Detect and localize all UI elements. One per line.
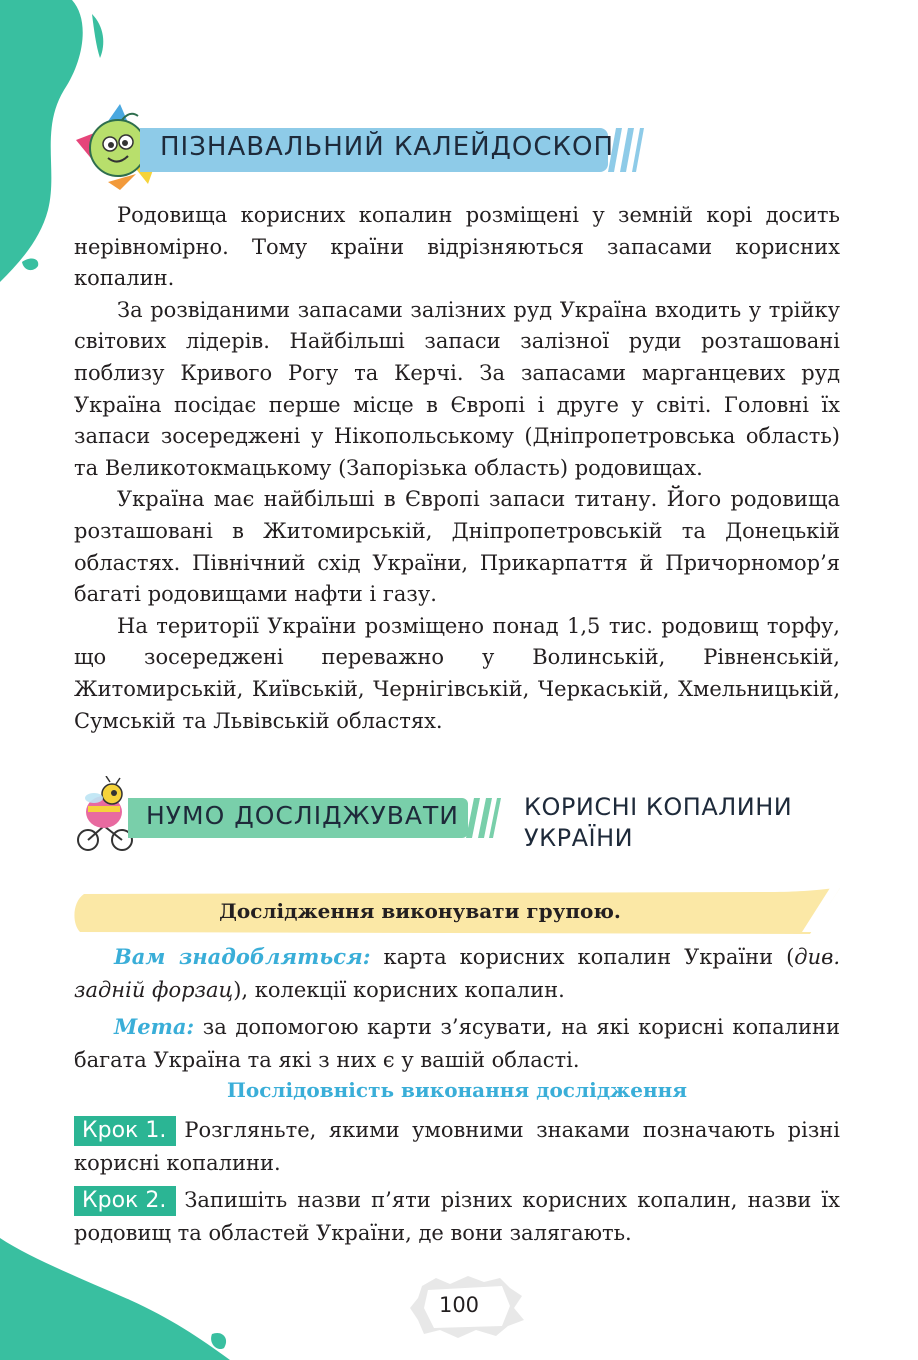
topic-line: УКРАЇНИ <box>524 824 634 852</box>
step-badge: Крок 1. <box>74 1116 176 1146</box>
paragraph: На території України розміщено понад 1,5 тис. родовищ торфу, що зосереджені переважно у Волинській, Рівненській, Житомирській, Київській, Чернігівській, Черкаській, Хмельницькій, Сумській та Львівській областях. <box>74 613 840 733</box>
step-2 <box>74 1184 840 1250</box>
goal-text: за допомогою карти з’ясувати, на які корисні копалини багата Україна та які з них є у вашій області. <box>74 1015 840 1072</box>
main-text <box>74 200 840 737</box>
step-text: Розгляньте, якими умовними знаками позначають різні корисні копалини. <box>74 1118 840 1175</box>
materials-paragraph <box>74 940 840 1007</box>
materials-text-end: ), колекції корисних копалин. <box>233 978 565 1002</box>
kaleidoscope-title: ПІЗНАВАЛЬНИЙ КАЛЕЙДОСКОП <box>160 132 615 162</box>
goal-paragraph <box>74 1010 840 1077</box>
paragraph: Родовища корисних копалин розміщені у земній корі досить нерівномірно. Тому країни відрізняються запасами корисних копалин. <box>74 203 840 291</box>
paragraph: За розвіданими запасами залізних руд Україна входить у трійку світових лідерів. Найбільші запаси залізної руди розташовані поблизу Кривого Рогу та Керчі. За запасами марганцевих руд Україна посідає перше місце в Європі і друге у світі. Головні їх запаси зосереджені у Нікопольському (Дніпропетровська область) та Великотокмацькому (Запорізька область) родовищах. <box>74 297 840 480</box>
group-note: Дослідження виконувати групою. <box>219 899 621 923</box>
step-badge: Крок 2. <box>74 1186 176 1216</box>
banner-stripes-green <box>466 798 504 838</box>
page-number: 100 <box>438 1293 480 1317</box>
materials-text: карта корисних копалин України ( <box>370 945 795 969</box>
sequence-title: Послідовність виконання дослідження <box>227 1078 687 1102</box>
topic-line: КОРИСНІ КОПАЛИНИ <box>524 793 793 821</box>
explore-title: НУМО ДОСЛІДЖУВАТИ <box>146 801 459 830</box>
explore-topic <box>524 792 792 854</box>
page-number-badge <box>410 1276 526 1338</box>
bee-bicycle-icon <box>74 776 136 852</box>
materials-label: Вам знадобляться: <box>114 944 371 969</box>
materials-italic: див. задній форзац <box>74 945 840 1002</box>
step-text: Запишіть назви п’яти різних корисних копалин, назви їх родовищ та областей України, де вони залягають. <box>74 1188 840 1245</box>
decorative-blob-bottom-left <box>0 1238 240 1360</box>
goal-label: Мета: <box>114 1014 195 1039</box>
paragraph: Україна має найбільші в Європі запаси титану. Його родовища розташовані в Житомирській, Дніпропетровській та Донецькій областях. Північний схід України, Прикарпаття й Причорномор’я багаті родовищами нафти і газу. <box>74 487 840 607</box>
step-1 <box>74 1114 840 1180</box>
